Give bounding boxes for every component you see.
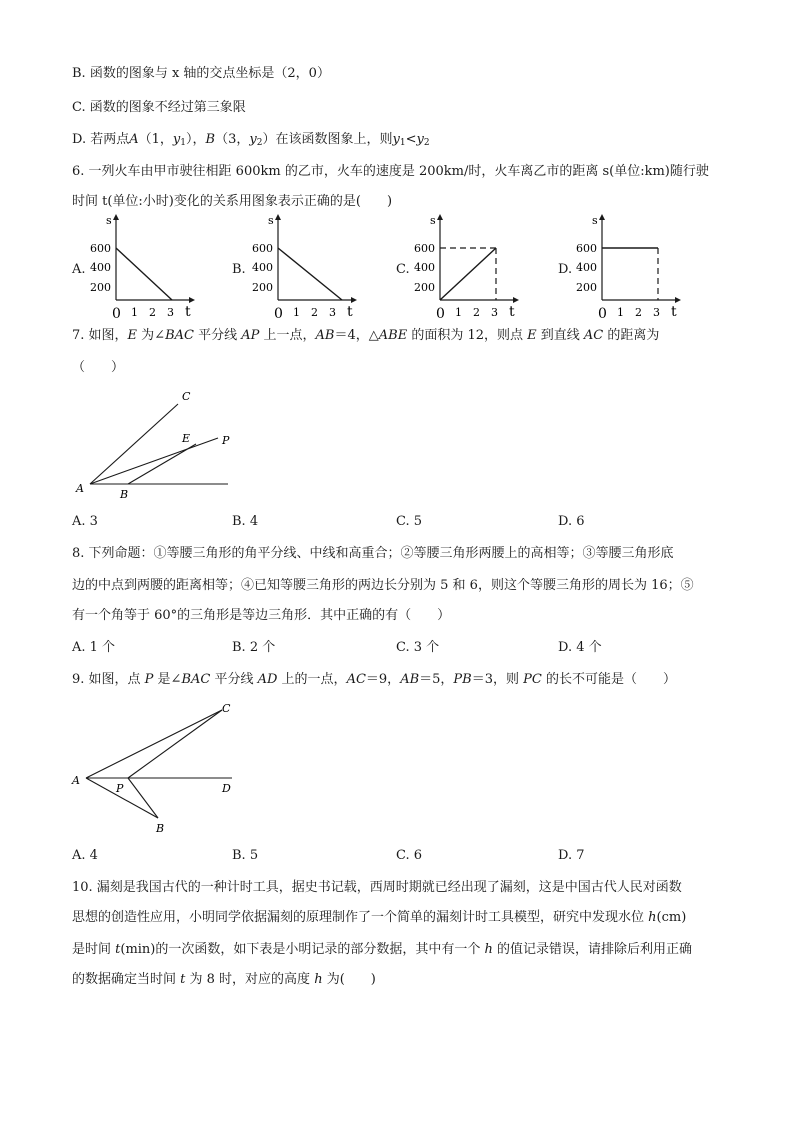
x-arrow-icon xyxy=(675,297,681,303)
tick-200: 200 xyxy=(576,281,597,294)
y-axis-label: s xyxy=(106,214,112,227)
q9-option-a: A. 4 xyxy=(72,848,98,863)
tick-1: 1 xyxy=(455,306,462,319)
point-p-label: P xyxy=(116,782,124,795)
tick-1: 1 xyxy=(131,306,138,319)
q8-option-d: D. 4 个 xyxy=(558,640,602,655)
tick-3: 3 xyxy=(329,306,336,319)
x-axis-label: t xyxy=(347,304,353,320)
point-c-label: C xyxy=(182,390,191,403)
tick-3: 3 xyxy=(167,306,174,319)
q6-graph-c xyxy=(410,212,522,324)
q7-option-a: A. 3 xyxy=(72,514,98,529)
tick-400: 400 xyxy=(414,261,435,274)
q7-stem-line2: （ ） xyxy=(72,360,125,375)
tick-400: 400 xyxy=(576,261,597,274)
tick-3: 3 xyxy=(653,306,660,319)
tick-2: 2 xyxy=(635,306,642,319)
q6-graph-b xyxy=(248,212,360,324)
tick-600: 600 xyxy=(90,242,111,255)
tick-3: 3 xyxy=(491,306,498,319)
x-axis-label: t xyxy=(509,304,515,320)
q6-graph-b-label: B. xyxy=(232,262,246,277)
point-b-label: B xyxy=(120,488,129,501)
tick-200: 200 xyxy=(414,281,435,294)
y-axis-label: s xyxy=(430,214,436,227)
q8-option-c: C. 3 个 xyxy=(396,640,440,655)
x-arrow-icon xyxy=(513,297,519,303)
ray-ac xyxy=(90,404,178,484)
tick-2: 2 xyxy=(149,306,156,319)
y-arrow-icon xyxy=(599,214,605,220)
q9-option-b: B. 5 xyxy=(232,848,259,863)
point-e-label: E xyxy=(182,432,191,445)
tick-400: 400 xyxy=(90,261,111,274)
q6-stem-line2: 时间 t(单位:小时)变化的关系用图象表示正确的是( ) xyxy=(72,194,393,209)
q9-option-c: C. 6 xyxy=(396,848,423,863)
x-arrow-icon xyxy=(189,297,195,303)
ray-ap xyxy=(90,438,218,484)
q10-stem-line3: 是时间 t(min)的一次函数，如下表是小明记录的部分数据，其中有一个 h 的值记录错误，请排除后利用正确 xyxy=(72,942,693,957)
y-arrow-icon xyxy=(437,214,443,220)
q8-stem-line1: 8. 下列命题：①等腰三角形的角平分线、中线和高重合；②等腰三角形两腰上的高相等；③等腰三角形底 xyxy=(72,546,674,561)
q8-stem-line2: 边的中点到两腰的距离相等；④已知等腰三角形的两边长分别为 5 和 6，则这个等腰三角形的周长为 16；⑤ xyxy=(72,578,694,593)
q8-option-b: B. 2 个 xyxy=(232,640,276,655)
y-axis-label: s xyxy=(592,214,598,227)
point-p-label: P xyxy=(222,434,230,447)
point-c-label: C xyxy=(222,702,231,715)
tick-1: 1 xyxy=(293,306,300,319)
point-a-label: A xyxy=(76,482,84,495)
tick-600: 600 xyxy=(576,242,597,255)
tick-0: 0 xyxy=(436,306,445,322)
segment-pb xyxy=(128,778,158,818)
q7-stem-line1: 7. 如图，E 为∠BAC 平分线 AP 上一点，AB＝4，△ABE 的面积为 12，则点 E 到直线 AC 的距离为 xyxy=(72,328,660,343)
y-arrow-icon xyxy=(275,214,281,220)
y-arrow-icon xyxy=(113,214,119,220)
q7-option-d: D. 6 xyxy=(558,514,585,529)
x-arrow-icon xyxy=(351,297,357,303)
q8-option-a: A. 1 个 xyxy=(72,640,116,655)
q9-stem-line1: 9. 如图，点 P 是∠BAC 平分线 AD 上的一点，AC＝9，AB＝5，PB＝3，则 PC 的长不可能是（ ） xyxy=(72,672,676,687)
point-a-label: A xyxy=(72,774,80,787)
q7-figure xyxy=(70,386,250,504)
q9-figure xyxy=(66,700,246,836)
tick-400: 400 xyxy=(252,261,273,274)
graph-line xyxy=(116,248,172,300)
tick-0: 0 xyxy=(112,306,121,322)
q7-option-b: B. 4 xyxy=(232,514,259,529)
q9-option-d: D. 7 xyxy=(558,848,585,863)
graph-line xyxy=(278,248,342,300)
q6-stem-line1: 6. 一列火车由甲市驶往相距 600km 的乙市，火车的速度是 200km/时，火车离乙市的距离 s(单位:km)随行驶 xyxy=(72,164,709,179)
segment-pc xyxy=(128,710,222,778)
q7-option-c: C. 5 xyxy=(396,514,423,529)
x-axis-label: t xyxy=(671,304,677,320)
tick-2: 2 xyxy=(311,306,318,319)
graph-line xyxy=(440,248,496,300)
q6-graph-d xyxy=(572,212,684,324)
point-b-label: B xyxy=(156,822,165,835)
point-d-label: D xyxy=(222,782,231,795)
q6-graph-a-label: A. xyxy=(72,262,86,277)
q6-graph-c-label: C. xyxy=(396,262,410,277)
segment-ac xyxy=(86,710,222,778)
tick-200: 200 xyxy=(90,281,111,294)
q10-stem-line2: 思想的创造性应用，小明同学依据漏刻的原理制作了一个简单的漏刻计时工具模型，研究中发现水位 h(cm) xyxy=(72,910,687,925)
tick-1: 1 xyxy=(617,306,624,319)
tick-0: 0 xyxy=(598,306,607,322)
tick-200: 200 xyxy=(252,281,273,294)
segment-be xyxy=(128,444,196,484)
q6-graph-d-label: D. xyxy=(558,262,573,277)
tick-2: 2 xyxy=(473,306,480,319)
q5-option-d: D. 若两点A（1，$y_1$），B（3，$y_2$）在该函数图象上，则$y_1<y_2$ xyxy=(72,132,430,148)
tick-600: 600 xyxy=(252,242,273,255)
y-axis-label: s xyxy=(268,214,274,227)
q5-option-b: B. 函数的图象与 x 轴的交点坐标是（2，0） xyxy=(72,66,330,81)
q10-stem-line4: 的数据确定当时间 t 为 8 时，对应的高度 h 为( ) xyxy=(72,972,376,987)
tick-0: 0 xyxy=(274,306,283,322)
q6-graph-a xyxy=(86,212,198,324)
q8-stem-line3: 有一个角等于 60°的三角形是等边三角形．其中正确的有（ ） xyxy=(72,608,451,623)
x-axis-label: t xyxy=(185,304,191,320)
q10-stem-line1: 10. 漏刻是我国古代的一种计时工具，据史书记载，西周时期就已经出现了漏刻，这是中国古代人民对函数 xyxy=(72,880,682,895)
q5-option-c: C. 函数的图象不经过第三象限 xyxy=(72,100,246,115)
tick-600: 600 xyxy=(414,242,435,255)
